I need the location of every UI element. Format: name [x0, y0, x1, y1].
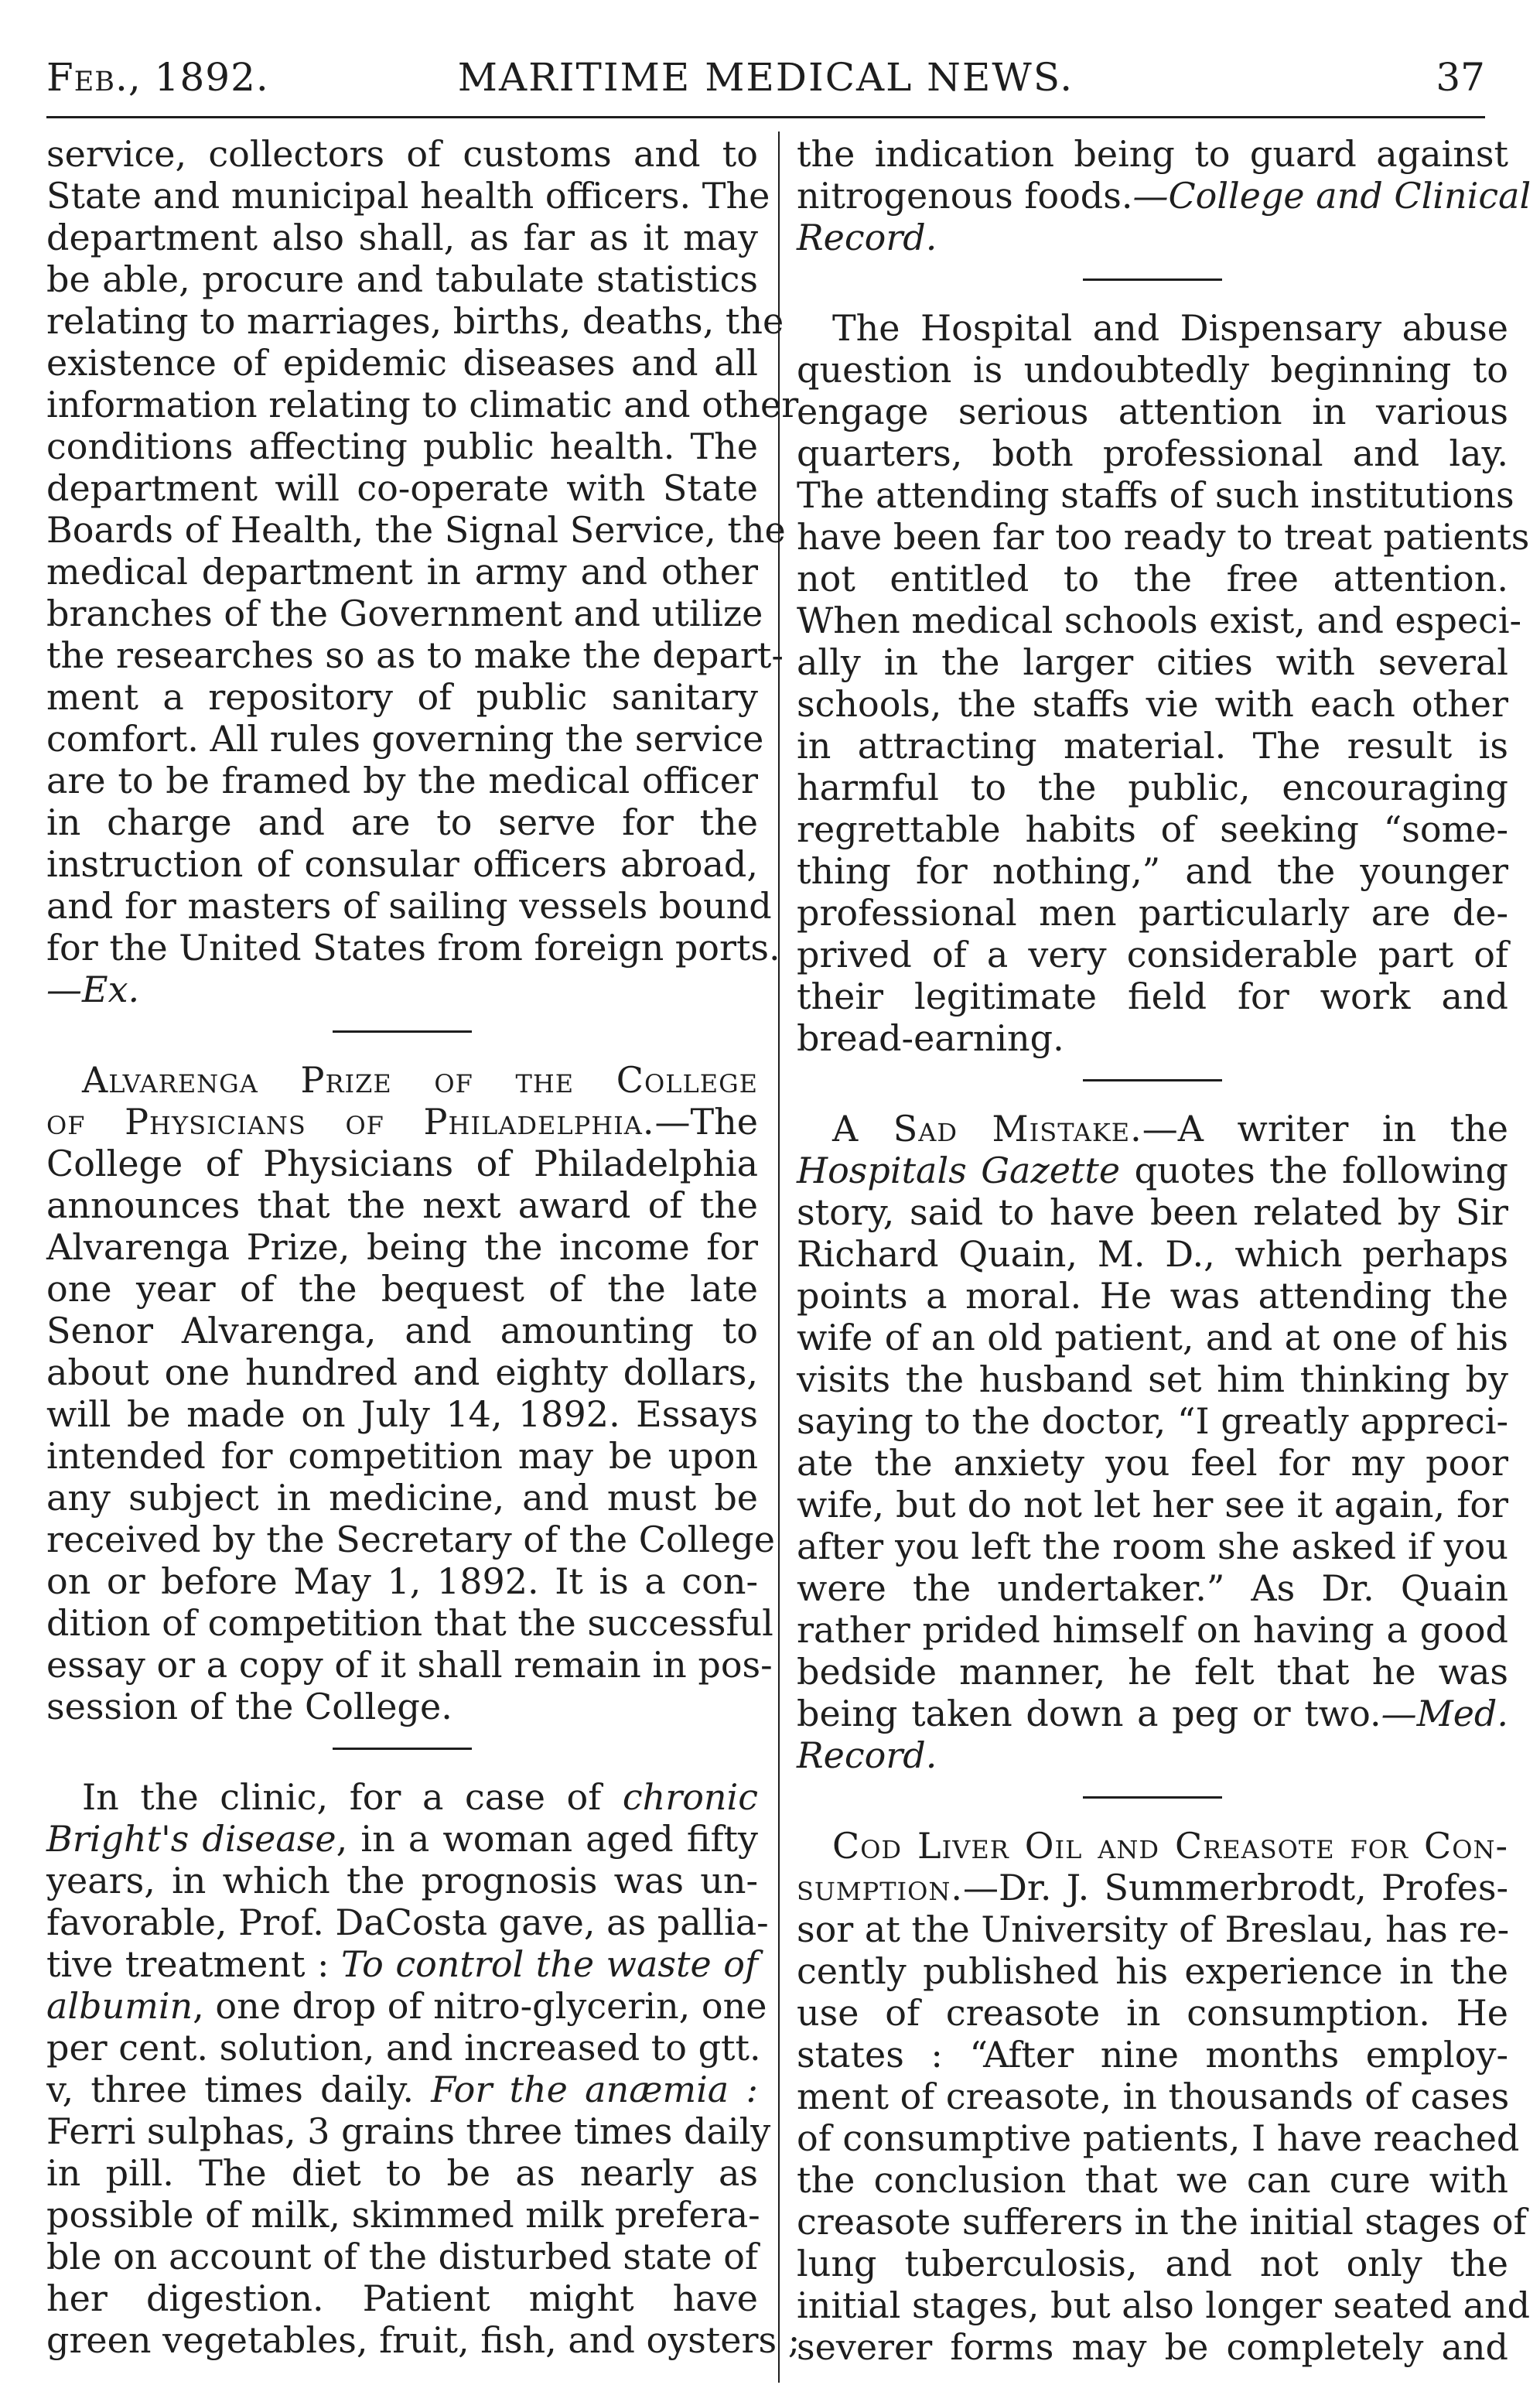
- text-line: [797, 1693, 1508, 1734]
- text-fragment: v, three times daily.: [46, 2069, 432, 2110]
- article-heading-cont: of Physicians of Philadelphia.: [46, 1101, 655, 1143]
- text-fragment: nitrogenous foods.: [797, 175, 1133, 217]
- text-line: the conclusion that we can cure with: [797, 2159, 1508, 2201]
- page-header: [46, 53, 1485, 102]
- text-line: severer forms may be completely and: [797, 2326, 1508, 2368]
- text-line: instruction of consular officers abroad,: [46, 843, 758, 885]
- article-sad-mistake: [797, 1108, 1508, 1776]
- text-line: their legitimate field for work and: [797, 975, 1508, 1017]
- text-line: received by the Secretary of the College: [46, 1519, 775, 1560]
- text-fragment: being taken down a peg or two.: [797, 1693, 1381, 1734]
- text-line: Richard Quain, M. D., which perhaps: [797, 1233, 1508, 1275]
- text-line: dition of competition that the successful: [46, 1602, 773, 1644]
- text-line: ble on account of the disturbed state of: [46, 2236, 758, 2277]
- text-line: her digestion. Patient might have: [46, 2277, 758, 2319]
- text-line: were the undertaker.” As Dr. Quain: [797, 1567, 1508, 1609]
- text-fragment: Bright's disease: [46, 1818, 336, 1860]
- text-fragment: To control the waste of: [341, 1943, 758, 1985]
- text-line: about one hundred and eighty dollars,: [46, 1351, 758, 1393]
- text-line: green vegetables, fruit, fish, and oysters ;: [46, 2319, 801, 2361]
- text-line: in pill. The diet to be as nearly as: [46, 2152, 758, 2194]
- text-line: lung tuberculosis, and not only the: [797, 2243, 1508, 2284]
- text-line: ment a repository of public sanitary: [46, 676, 758, 718]
- text-line: question is undoubtedly beginning to: [797, 349, 1508, 391]
- column-divider: [778, 132, 780, 2383]
- article-heading-cont: sumption.: [797, 1867, 964, 1908]
- text-line: prived of a very considerable part of: [797, 934, 1508, 975]
- text-line: in attracting material. The result is: [797, 725, 1508, 767]
- source-credit: —Med.: [1381, 1693, 1508, 1734]
- text-line: College of Physicians of Philadelphia: [46, 1143, 758, 1184]
- section-separator: [333, 1030, 472, 1033]
- text-line: creasote sufferers in the initial stages of: [797, 2201, 1527, 2243]
- text-line: [797, 1867, 1508, 1908]
- article-nitrogenous-foods: [797, 133, 1531, 258]
- text-line: Boards of Health, the Signal Service, the: [46, 509, 786, 551]
- text-line: engage serious attention in various: [797, 391, 1508, 432]
- text-line: for the United States from foreign ports.: [46, 927, 780, 969]
- text-fragment: albumin: [46, 1985, 193, 2027]
- text-line: and for masters of sailing vessels bound: [46, 885, 772, 927]
- issue-date: Feb., 1892.: [46, 55, 269, 100]
- text-line: per cent. solution, and increased to gtt.: [46, 2027, 761, 2069]
- text-fragment: —The: [654, 1101, 758, 1143]
- text-line: have been far too ready to treat patients: [797, 516, 1530, 558]
- text-line: branches of the Government and utilize: [46, 593, 763, 634]
- text-line: The Hospital and Dispensary abuse: [832, 307, 1508, 349]
- text-fragment: tive treatment :: [46, 1943, 341, 1985]
- text-line: essay or a copy of it shall remain in pos-: [46, 1644, 773, 1686]
- section-separator: [1083, 1796, 1222, 1799]
- text-line: comfort. All rules governing the service: [46, 718, 764, 760]
- text-fragment: , one drop of nitro-glycerin, one: [193, 1985, 767, 2027]
- section-separator: [1083, 1079, 1222, 1081]
- page-number: 37: [1436, 55, 1485, 100]
- text-line: relating to marriages, births, deaths, the: [46, 300, 784, 342]
- text-line: will be made on July 14, 1892. Essays: [46, 1393, 758, 1435]
- section-separator: [1083, 278, 1222, 281]
- text-line: [46, 1818, 758, 1860]
- section-separator: [333, 1748, 472, 1750]
- source-credit: —College and Clinical: [1132, 175, 1531, 217]
- text-line: be able, procure and tabulate statistics: [46, 258, 758, 300]
- text-line: on or before May 1, 1892. It is a con-: [46, 1560, 758, 1602]
- text-line: The attending staffs of such institutions: [797, 474, 1514, 516]
- text-line: the researches so as to make the depart-: [46, 634, 784, 676]
- text-line: use of creasote in consumption. He: [797, 1992, 1508, 2034]
- text-line: conditions affecting public health. The: [46, 425, 758, 467]
- text-fragment: —A writer in the: [1142, 1108, 1509, 1150]
- left-column: [46, 133, 801, 2361]
- article-public-health: [46, 133, 799, 1010]
- text-line: bread-earning.: [797, 1017, 1064, 1059]
- text-fragment: , in a woman aged fifty: [336, 1818, 758, 1860]
- text-line: ment of creasote, in thousands of cases: [797, 2076, 1510, 2117]
- text-fragment: For the anæmia :: [431, 2069, 758, 2110]
- article-heading: A Sad Mistake.: [832, 1108, 1142, 1150]
- text-line: [797, 1108, 1508, 1150]
- text-fragment: quotes the following: [1120, 1150, 1509, 1191]
- text-fragment: —Dr. J. Summerbrodt, Profes-: [963, 1867, 1508, 1908]
- text-line: favorable, Prof. DaCosta gave, as pallia-: [46, 1901, 769, 1943]
- text-line: one year of the bequest of the late: [46, 1268, 758, 1310]
- article-heading: Alvarenga Prize of the College: [82, 1059, 758, 1101]
- journal-title: MARITIME MEDICAL NEWS.: [457, 55, 1074, 100]
- text-line: years, in which the prognosis was un-: [46, 1860, 758, 1901]
- text-line: [46, 1776, 758, 1818]
- text-line: rather prided himself on having a good: [797, 1609, 1508, 1651]
- text-line: wife, but do not let her see it again, for: [797, 1484, 1508, 1526]
- source-credit: Record.: [797, 217, 937, 258]
- text-line: bedside manner, he felt that he was: [797, 1651, 1508, 1693]
- text-line: schools, the staffs vie with each other: [797, 683, 1508, 725]
- text-line: session of the College.: [46, 1686, 452, 1727]
- article-heading: Cod Liver Oil and Creasote for Con-: [832, 1825, 1508, 1867]
- text-line: service, collectors of customs and to: [46, 133, 758, 175]
- text-line: in charge and are to serve for the: [46, 801, 758, 843]
- right-column: [797, 133, 1531, 2368]
- text-line: quarters, both professional and lay.: [797, 432, 1508, 474]
- text-line: [46, 1985, 767, 2027]
- source-credit: —Ex.: [46, 969, 140, 1010]
- text-line: [46, 2069, 758, 2110]
- text-line: Senor Alvarenga, and amounting to: [46, 1310, 758, 1351]
- text-line: sor at the University of Breslau, has re-: [797, 1908, 1510, 1950]
- text-fragment: In the clinic, for a case of: [82, 1776, 623, 1818]
- text-line: existence of epidemic diseases and all: [46, 342, 758, 384]
- text-line: [46, 1943, 758, 1985]
- article-cod-liver-oil: [797, 1825, 1531, 2368]
- text-line: Alvarenga Prize, being the income for: [46, 1226, 758, 1268]
- text-line: states : “After nine months employ-: [797, 2034, 1508, 2076]
- text-line: department will co-operate with State: [46, 467, 758, 509]
- text-line: [46, 1101, 758, 1143]
- text-line: intended for competition may be upon: [46, 1435, 758, 1477]
- text-line: after you left the room she asked if you: [797, 1526, 1508, 1567]
- text-line: When medical schools exist, and especi-: [797, 600, 1522, 641]
- text-line: of consumptive patients, I have reached: [797, 2117, 1520, 2159]
- source-credit: Record.: [797, 1734, 937, 1776]
- text-line: possible of milk, skimmed milk prefera-: [46, 2194, 760, 2236]
- text-line: saying to the doctor, “I greatly appreci-: [797, 1400, 1508, 1442]
- text-line: the indication being to guard against: [797, 133, 1508, 175]
- article-brights-disease: [46, 1776, 801, 2361]
- header-rule: [46, 116, 1485, 118]
- text-line: professional men particularly are de-: [797, 892, 1508, 934]
- text-fragment: chronic: [622, 1776, 758, 1818]
- text-line: ate the anxiety you feel for my poor: [797, 1442, 1508, 1484]
- text-line: [797, 175, 1531, 217]
- text-line: announces that the next award of the: [46, 1184, 758, 1226]
- text-line: thing for nothing,” and the younger: [797, 850, 1508, 892]
- text-line: information relating to climatic and other: [46, 384, 799, 425]
- text-line: visits the husband set him thinking by: [797, 1358, 1508, 1400]
- text-line: wife of an old patient, and at one of his: [797, 1317, 1508, 1358]
- text-fragment: Hospitals Gazette: [797, 1150, 1121, 1191]
- text-line: State and municipal health officers. The: [46, 175, 770, 217]
- text-line: harmful to the public, encouraging: [797, 767, 1508, 808]
- text-line: department also shall, as far as it may: [46, 217, 758, 258]
- text-line: cently published his experience in the: [797, 1950, 1508, 1992]
- text-line: Ferri sulphas, 3 grains three times daily: [46, 2110, 771, 2152]
- text-line: initial stages, but also longer seated and: [797, 2284, 1531, 2326]
- text-line: not entitled to the free attention.: [797, 558, 1508, 600]
- text-line: story, said to have been related by Sir: [797, 1191, 1508, 1233]
- text-line: are to be framed by the medical officer: [46, 760, 758, 801]
- text-line: points a moral. He was attending the: [797, 1275, 1508, 1317]
- article-dispensary-abuse: [797, 307, 1530, 1059]
- text-line: any subject in medicine, and must be: [46, 1477, 758, 1519]
- text-line: ally in the larger cities with several: [797, 641, 1508, 683]
- article-alvarenga-prize: [46, 1059, 775, 1727]
- text-line: [797, 1150, 1508, 1191]
- text-line: medical department in army and other: [46, 551, 758, 593]
- text-line: regrettable habits of seeking “some-: [797, 808, 1508, 850]
